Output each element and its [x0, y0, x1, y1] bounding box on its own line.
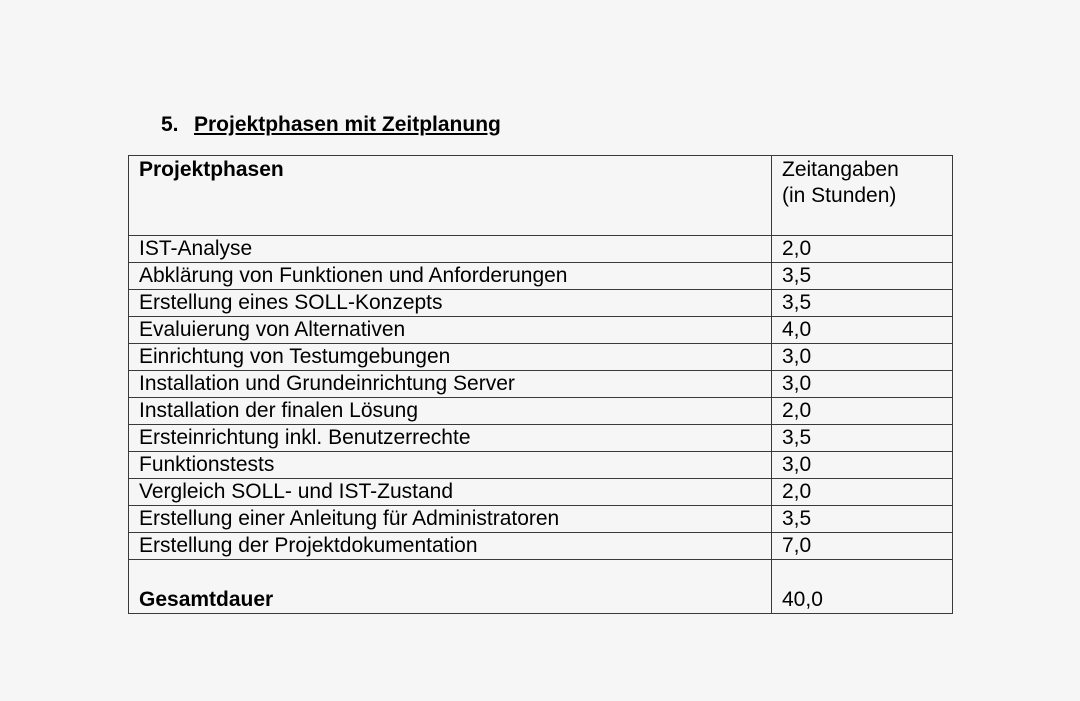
table-row	[129, 236, 953, 263]
header-time	[772, 156, 953, 236]
phase-cell: Evaluierung von Alternativen	[129, 317, 772, 344]
table-row	[129, 533, 953, 560]
header-phase: Projektphasen	[129, 156, 772, 236]
section-title: Projektphasen mit Zeitplanung	[194, 113, 501, 136]
table-row	[129, 344, 953, 371]
phase-cell: Ersteinrichtung inkl. Benutzerrechte	[129, 425, 772, 452]
table-header-row	[129, 156, 953, 236]
total-row	[129, 560, 953, 614]
section-heading	[161, 112, 501, 138]
hours-cell: 3,0	[772, 344, 953, 371]
phase-cell: Funktionstests	[129, 452, 772, 479]
hours-cell: 3,5	[772, 263, 953, 290]
hours-cell: 4,0	[772, 317, 953, 344]
phase-cell: Einrichtung von Testumgebungen	[129, 344, 772, 371]
section-number: 5.	[161, 113, 179, 136]
hours-cell: 2,0	[772, 236, 953, 263]
hours-cell: 2,0	[772, 479, 953, 506]
table-row	[129, 425, 953, 452]
total-hours: 40,0	[772, 560, 953, 614]
table-row	[129, 371, 953, 398]
hours-cell: 3,5	[772, 290, 953, 317]
phase-cell: Erstellung einer Anleitung für Administratoren	[129, 506, 772, 533]
header-time-line1: Zeitangaben	[782, 158, 899, 181]
hours-cell: 3,0	[772, 371, 953, 398]
phase-cell: Installation der finalen Lösung	[129, 398, 772, 425]
table-row	[129, 290, 953, 317]
phase-cell: Abklärung von Funktionen und Anforderungen	[129, 263, 772, 290]
project-phases-table	[128, 155, 953, 614]
table-row	[129, 479, 953, 506]
hours-cell: 2,0	[772, 398, 953, 425]
table-row	[129, 506, 953, 533]
hours-cell: 7,0	[772, 533, 953, 560]
hours-cell: 3,5	[772, 425, 953, 452]
table-row	[129, 263, 953, 290]
hours-cell: 3,0	[772, 452, 953, 479]
phase-cell: Erstellung der Projektdokumentation	[129, 533, 772, 560]
phase-cell: Installation und Grundeinrichtung Server	[129, 371, 772, 398]
table-row	[129, 452, 953, 479]
table-row	[129, 317, 953, 344]
phase-cell: Erstellung eines SOLL-Konzepts	[129, 290, 772, 317]
phase-cell: IST-Analyse	[129, 236, 772, 263]
hours-cell: 3,5	[772, 506, 953, 533]
total-label: Gesamtdauer	[129, 560, 772, 614]
header-time-line2: (in Stunden)	[782, 184, 897, 207]
table-row	[129, 398, 953, 425]
phase-cell: Vergleich SOLL- und IST-Zustand	[129, 479, 772, 506]
